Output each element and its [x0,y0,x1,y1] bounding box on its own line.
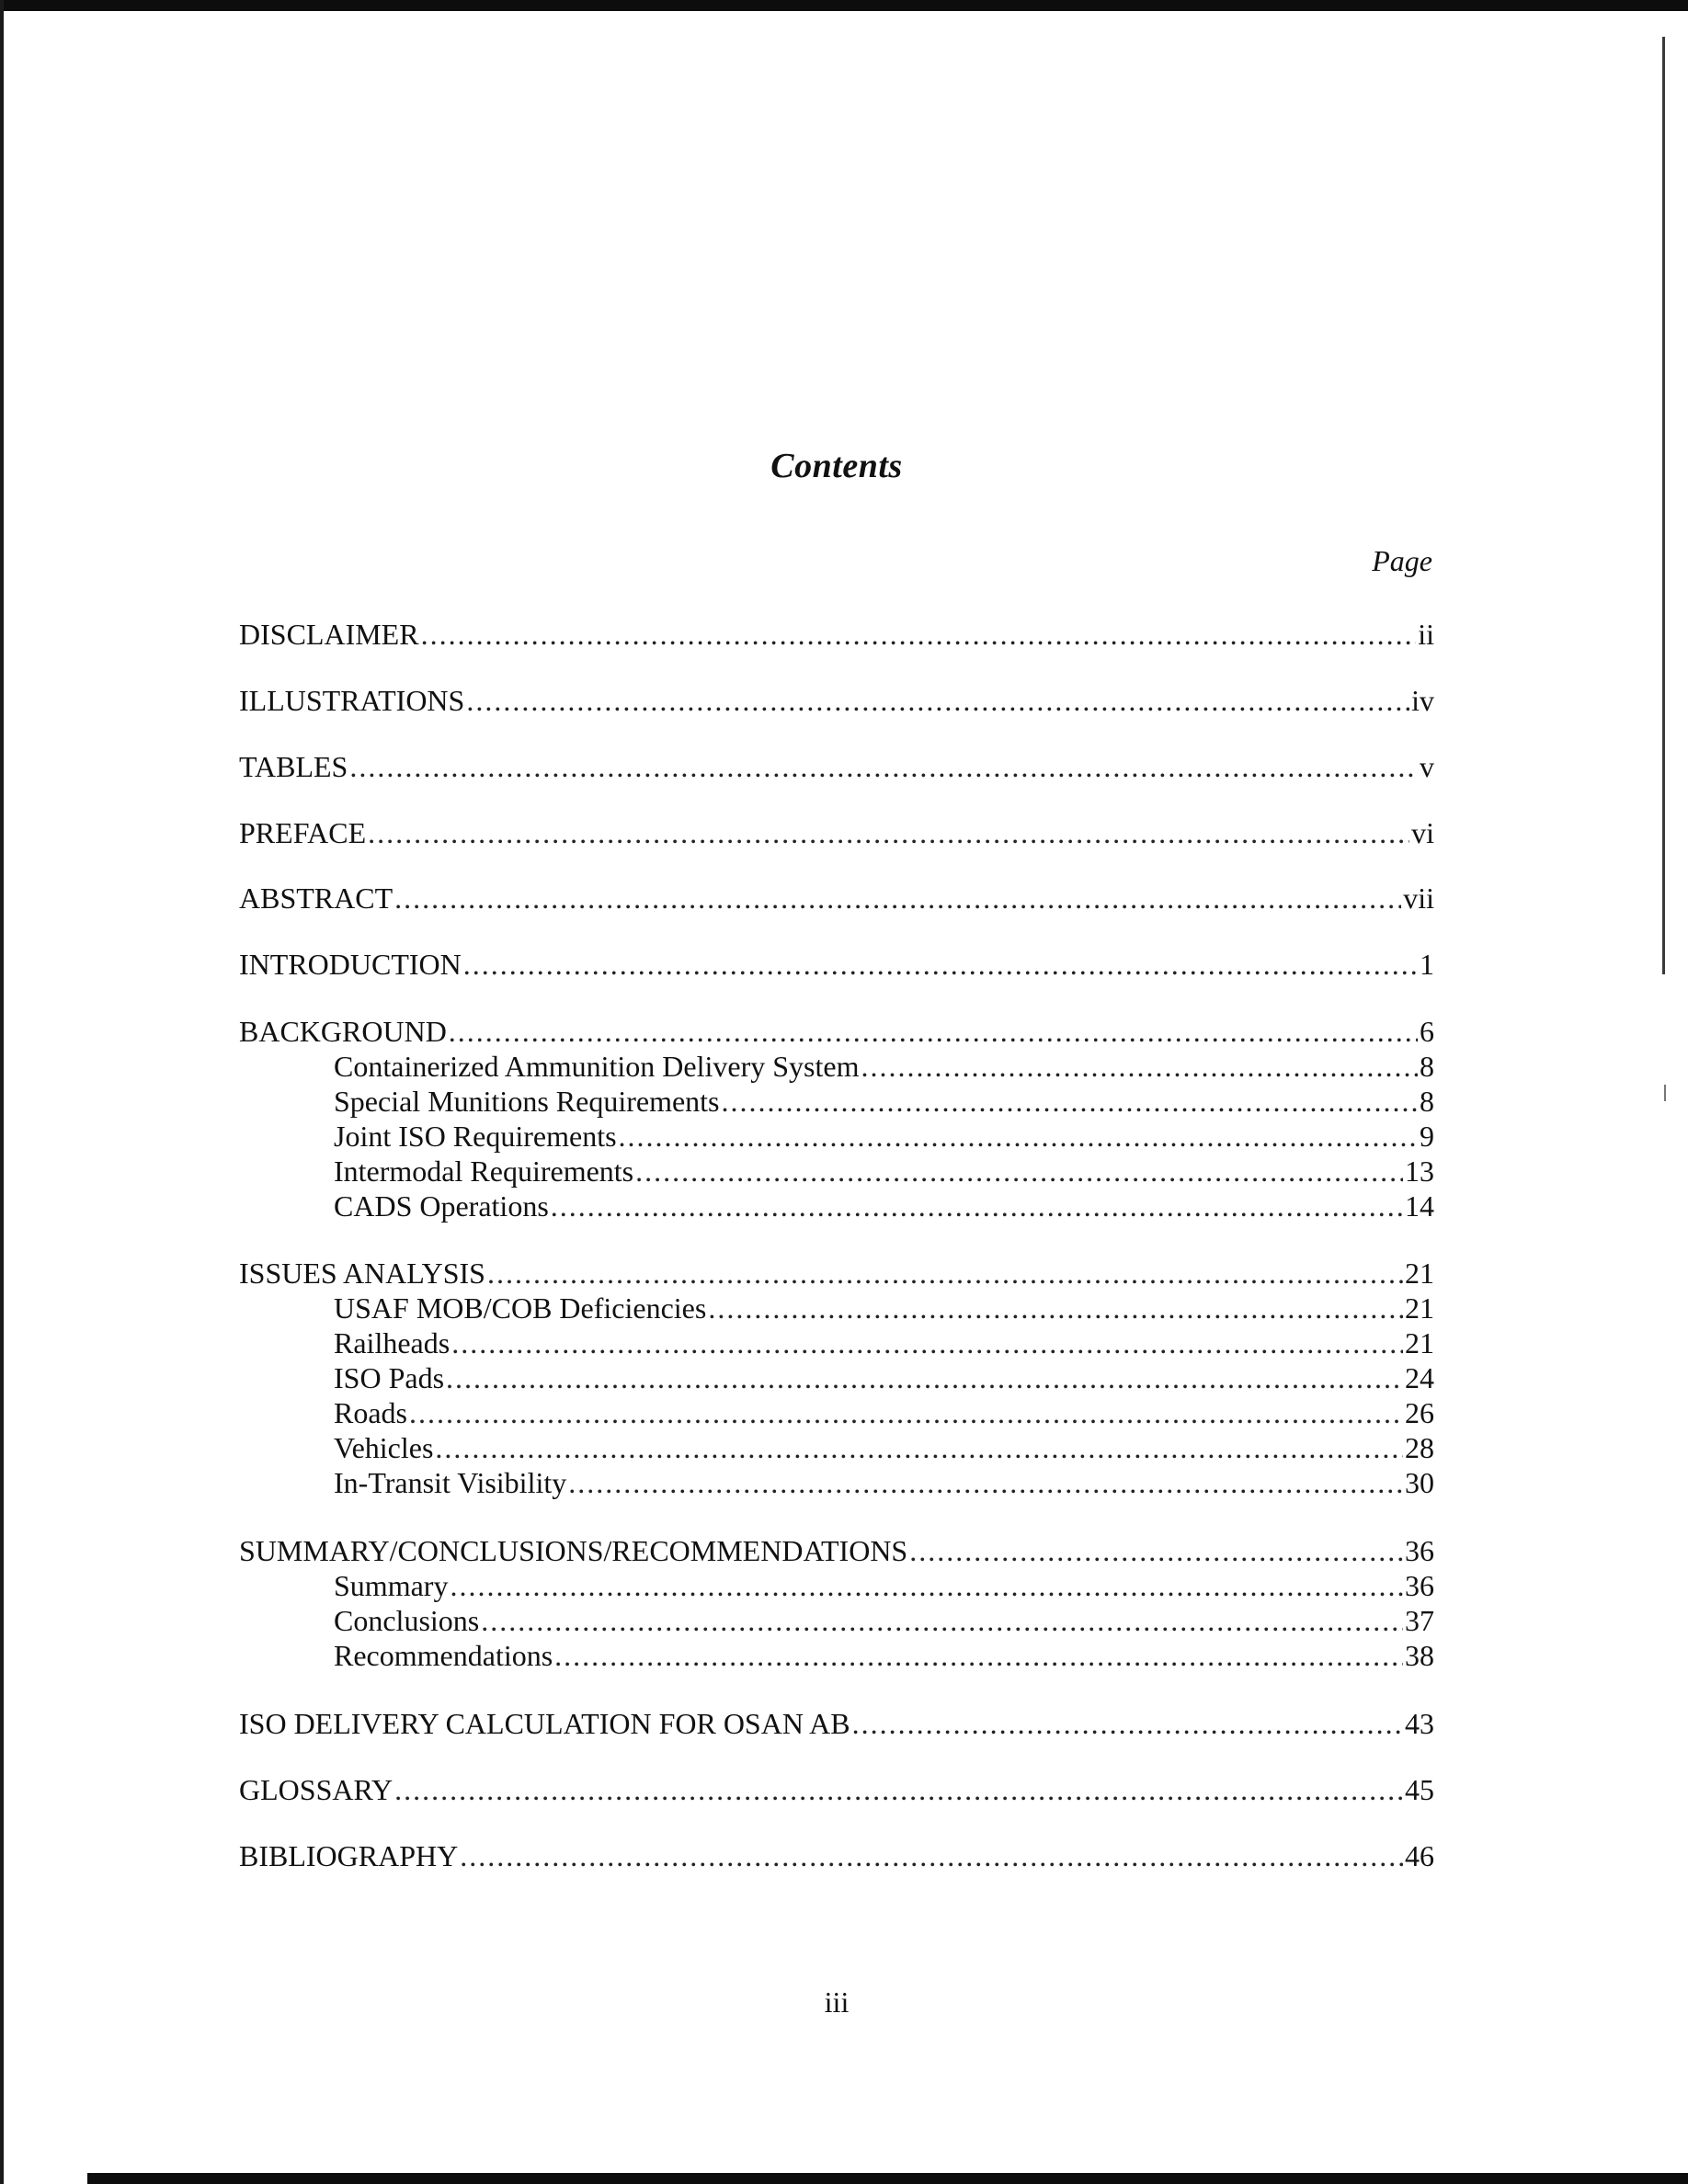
toc-entry-page: 28 [1405,1431,1434,1464]
toc-entry-page: 1 [1420,948,1434,981]
toc-entry-bibliography[interactable] [239,1837,1434,1874]
toc-entry-label: INTRODUCTION [239,948,462,981]
toc-subentry[interactable] [239,1325,1434,1361]
toc-entry-page: 46 [1405,1839,1434,1872]
toc-entry-page: 14 [1405,1189,1434,1223]
dot-leader [852,1705,1403,1742]
toc-entry-page: ii [1418,618,1434,651]
dot-leader [635,1153,1403,1189]
dot-leader [619,1118,1418,1155]
dot-leader [568,1464,1403,1501]
toc-entry-page: v [1420,750,1434,783]
dot-leader [460,1837,1403,1874]
toc-entry-label: Railheads [334,1326,451,1359]
dot-leader [861,1048,1418,1085]
toc-entry-label: CADS Operations [334,1189,549,1223]
toc-entry-page: 8 [1420,1050,1434,1083]
toc-entry-page: vii [1403,882,1434,915]
dot-leader [349,748,1418,785]
dot-leader [481,1602,1403,1639]
toc-entry-page: 45 [1405,1773,1434,1806]
scan-edge-left [0,0,4,2184]
toc-entry-abstract[interactable] [239,880,1434,916]
toc-entry-summary-conclusions[interactable] [239,1532,1434,1569]
toc-subentry[interactable] [239,1464,1434,1501]
toc-entry-label: ISO Pads [334,1361,445,1394]
toc-entry-page: 21 [1405,1326,1434,1359]
toc-subentry[interactable] [239,1602,1434,1639]
dot-leader [554,1637,1403,1674]
page-number: iii [824,1985,850,2019]
toc-entry-label: Special Munitions Requirements [334,1085,720,1118]
toc-entry-label: BACKGROUND [239,1015,447,1048]
toc-entry-label: GLOSSARY [239,1773,393,1806]
toc-entry-page: 9 [1420,1120,1434,1153]
toc-entry-page: 36 [1405,1569,1434,1602]
dot-leader [446,1359,1403,1396]
toc-entry-page: 21 [1405,1291,1434,1325]
toc-entry-label: BIBLIOGRAPHY [239,1839,459,1872]
toc-entry-issues-analysis[interactable] [239,1255,1434,1291]
toc-subentry[interactable] [239,1153,1434,1189]
toc-entry-label: ISSUES ANALYSIS [239,1257,485,1290]
dot-leader [421,616,1417,653]
toc-subentry[interactable] [239,1394,1434,1431]
dot-leader [466,682,1409,719]
toc-entry-label: Summary [334,1569,449,1602]
toc-entry-label: ILLUSTRATIONS [239,684,465,717]
dot-leader [451,1325,1403,1361]
toc-entry-page: 13 [1405,1155,1434,1188]
toc-subentry[interactable] [239,1118,1434,1155]
toc-entry-page: 43 [1405,1707,1434,1740]
dot-leader [368,814,1409,851]
toc-entry-page: 36 [1405,1534,1434,1567]
dot-leader [449,1013,1418,1050]
dot-leader [394,880,1401,916]
scan-edge-right [1662,37,1665,974]
toc-entry-label: Joint ISO Requirements [334,1120,617,1153]
toc-entry-page: 24 [1405,1361,1434,1394]
toc-subentry[interactable] [239,1083,1434,1120]
toc-entry-label: USAF MOB/COB Deficiencies [334,1291,707,1325]
dot-leader [487,1255,1403,1291]
dot-leader [551,1188,1403,1224]
toc-entry-label: DISCLAIMER [239,618,419,651]
toc-entry-label: In-Transit Visibility [334,1466,567,1499]
toc-entry-page: 37 [1405,1604,1434,1637]
dot-leader [435,1429,1403,1466]
page-title: Contents [770,447,903,485]
toc-entry-tables[interactable] [239,748,1434,785]
toc-entry-label: TABLES [239,750,348,783]
dot-leader [708,1290,1403,1326]
toc-entry-page: 26 [1405,1396,1434,1429]
toc-subentry[interactable] [239,1048,1434,1085]
toc-subentry[interactable] [239,1429,1434,1466]
toc-entry-page: 8 [1420,1085,1434,1118]
toc-entry-label: PREFACE [239,816,367,849]
toc-subentry[interactable] [239,1567,1434,1604]
toc-entry-label: SUMMARY/CONCLUSIONS/RECOMMENDATIONS [239,1534,908,1567]
toc-entry-page: 6 [1420,1015,1434,1048]
toc-subentry[interactable] [239,1359,1434,1396]
toc-entry-illustrations[interactable] [239,682,1434,719]
table-of-contents [239,0,1434,2184]
toc-entry-label: Roads [334,1396,407,1429]
dot-leader [909,1532,1403,1569]
scan-mark [1664,1085,1666,1101]
dot-leader [409,1394,1403,1431]
toc-entry-iso-delivery-calculation[interactable] [239,1705,1434,1742]
toc-entry-glossary[interactable] [239,1771,1434,1808]
toc-entry-disclaimer[interactable] [239,616,1434,653]
toc-entry-background[interactable] [239,1013,1434,1050]
toc-entry-introduction[interactable] [239,946,1434,983]
toc-entry-page: vi [1411,816,1434,849]
toc-entry-label: Intermodal Requirements [334,1155,634,1188]
toc-entry-page: 30 [1405,1466,1434,1499]
dot-leader [394,1771,1403,1808]
toc-entry-page: 21 [1405,1257,1434,1290]
toc-entry-page: 38 [1405,1639,1434,1672]
dot-leader [722,1083,1419,1120]
dot-leader [463,946,1418,983]
toc-entry-page: iv [1411,684,1434,717]
toc-entry-label: ABSTRACT [239,882,393,915]
toc-entry-label: Conclusions [334,1604,480,1637]
dot-leader [450,1567,1403,1604]
toc-entry-label: ISO DELIVERY CALCULATION FOR OSAN AB [239,1707,850,1740]
toc-entry-preface[interactable] [239,814,1434,851]
toc-subentry[interactable] [239,1637,1434,1674]
toc-subentry[interactable] [239,1188,1434,1224]
toc-entry-label: Vehicles [334,1431,434,1464]
toc-entry-label: Containerized Ammunition Delivery System [334,1050,860,1083]
page-column-header: Page [1372,544,1432,577]
toc-entry-label: Recommendations [334,1639,553,1672]
toc-subentry[interactable] [239,1290,1434,1326]
